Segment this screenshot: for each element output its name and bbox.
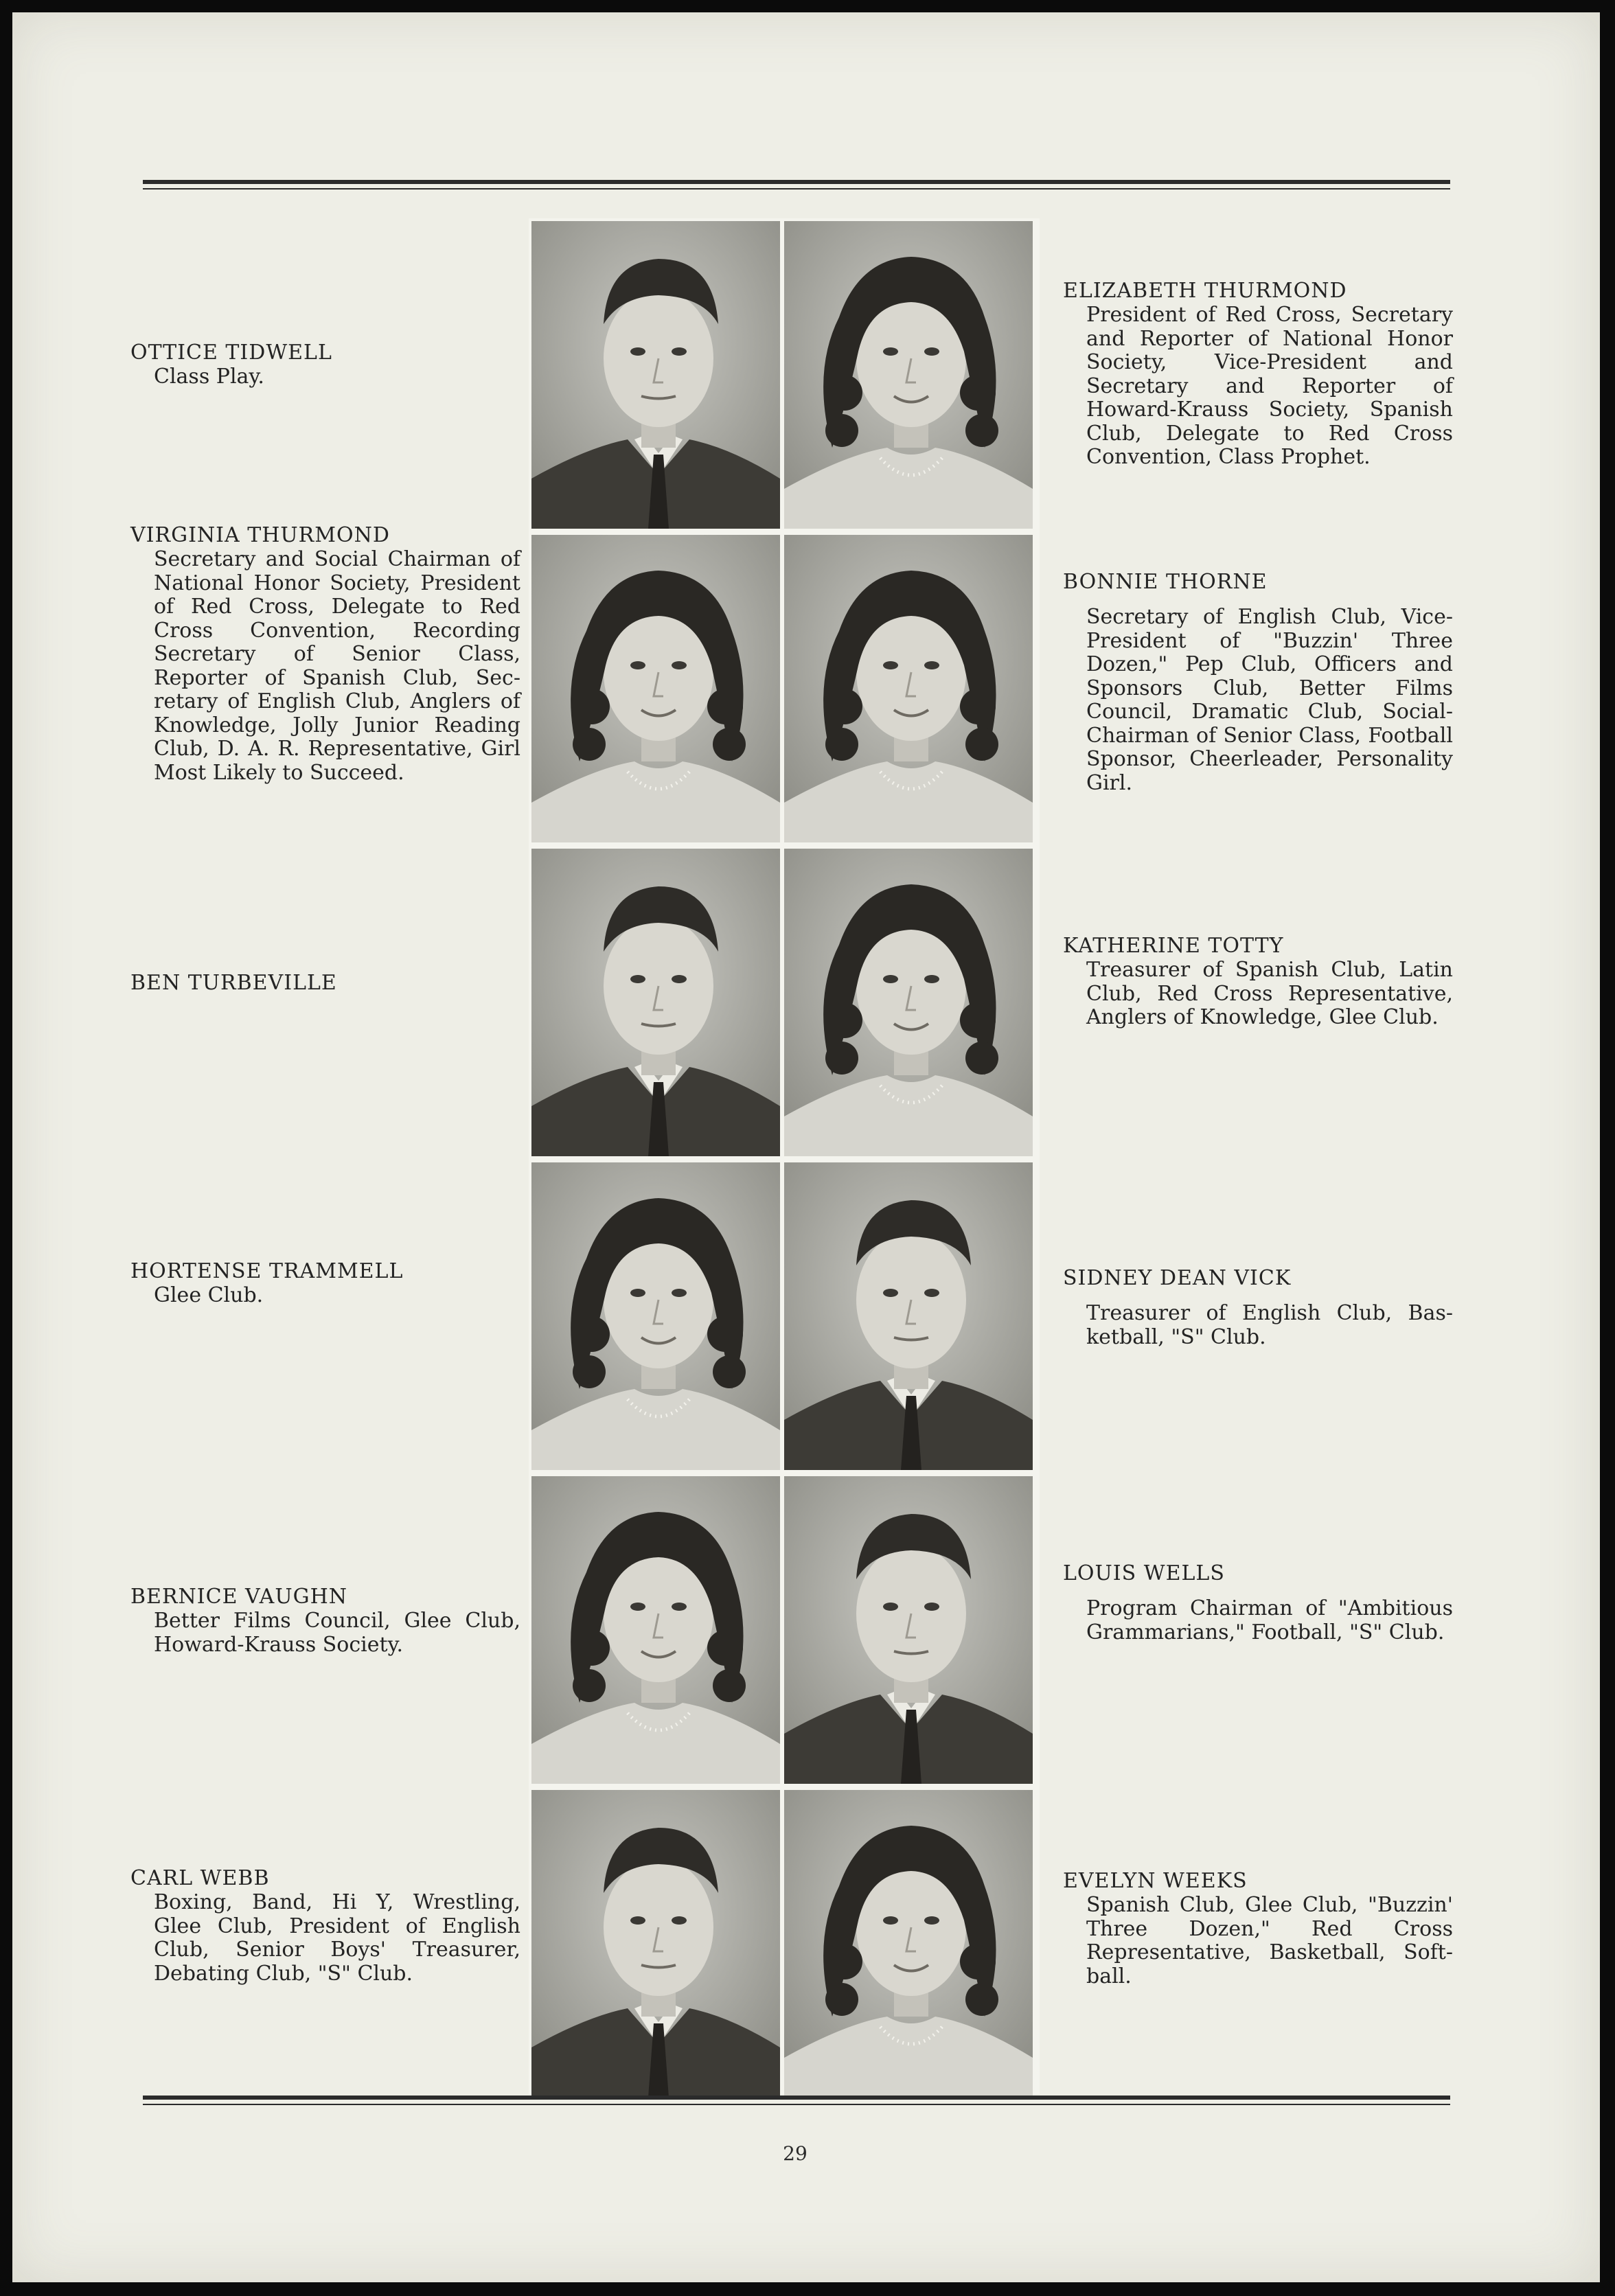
senior-name: HORTENSE TRAMMELL <box>130 1259 404 1283</box>
senior-activities: Spanish Club, Glee Club, "Buzzin' Three Dozen," Red Cross Representative, Basketball, Softball. <box>1086 1893 1453 1988</box>
bottom-double-rule <box>143 2096 1450 2109</box>
senior-entry-louis-wells <box>1063 1561 1453 1644</box>
portrait-photo <box>531 1162 780 1470</box>
senior-name: SIDNEY DEAN VICK <box>1063 1266 1292 1290</box>
senior-activities: Better Films Council, Glee Club, Howard-Krauss Society. <box>154 1609 520 1657</box>
senior-entry-hortense-trammell <box>130 1259 520 1308</box>
senior-name: VIRGINIA THURMOND <box>130 523 390 547</box>
senior-activities: Secretary of English Club, Vice-President of "Buzzin' Three Dozen," Pep Club, Officers and Sponsors Club, Better Films Council, Dramatic Club, Social-Chairman of Senior Class, Football Sponsor, Cheerleader, Personality Girl. <box>1086 605 1453 795</box>
senior-name: BEN TURBEVILLE <box>130 971 337 995</box>
senior-activities: Secretary and Social Chairman of National Honor Society, President of Red Cross, Delegate to Red Cross Convention, Recording Secretary of Senior Class, Reporter of Spanish Club, Secretary of English Club, Anglers of Knowledge, Jolly Junior Reading Club, D. A. R. Representative, Girl Most Likely to Succeed. <box>154 547 520 785</box>
senior-entry-evelyn-weeks <box>1063 1869 1453 1988</box>
senior-entry-virginia-thurmond <box>130 523 520 785</box>
portrait-photo <box>531 1790 780 2098</box>
senior-activities: Program Chairman of "Ambitious Grammarians," Football, "S" Club. <box>1086 1596 1453 1644</box>
portrait-photo <box>531 1476 780 1784</box>
senior-name: CARL WEBB <box>130 1866 270 1890</box>
senior-activities: Class Play. <box>154 365 264 389</box>
senior-entry-elizabeth-thurmond <box>1063 279 1453 470</box>
senior-entry-ben-turbeville <box>130 971 520 996</box>
portrait-photo <box>531 221 780 529</box>
portrait-photo <box>784 535 1033 842</box>
portrait-photo <box>784 1162 1033 1470</box>
portrait-photo <box>784 849 1033 1156</box>
portrait-photo <box>531 535 780 842</box>
top-double-rule <box>143 180 1450 190</box>
senior-name: EVELYN WEEKS <box>1063 1869 1248 1893</box>
senior-entry-ottice-tidwell <box>130 341 520 389</box>
senior-activities: President of Red Cross, Secretary and Reporter of National Honor Society, Vice-President and Secretary and Reporter of Howard-Krauss Society, Spanish Club, Delegate to Red Cross Convention, Class Prophet. <box>1086 303 1453 469</box>
portrait-photo <box>784 1476 1033 1784</box>
senior-entry-bernice-vaughn <box>130 1585 520 1657</box>
senior-activities: Treasurer of English Club, Basketball, "S" Club. <box>1086 1301 1453 1349</box>
portrait-photo <box>784 1790 1033 2098</box>
portrait-photo <box>784 221 1033 529</box>
senior-activities: Glee Club. <box>154 1283 264 1307</box>
senior-activities: Treasurer of Spanish Club, Latin Club, Red Cross Representative, Anglers of Knowledge, Glee Club. <box>1086 958 1453 1029</box>
senior-name: BONNIE THORNE <box>1063 570 1268 594</box>
senior-name: LOUIS WELLS <box>1063 1561 1225 1585</box>
yearbook-page <box>12 12 1600 2282</box>
senior-entry-sidney-dean-vick <box>1063 1266 1453 1349</box>
senior-name: BERNICE VAUGHN <box>130 1585 347 1609</box>
senior-name: OTTICE TIDWELL <box>130 341 332 365</box>
senior-entry-katherine-totty <box>1063 934 1453 1030</box>
senior-entry-carl-webb <box>130 1866 520 1986</box>
portrait-photo <box>531 849 780 1156</box>
senior-activities: Boxing, Band, Hi Y, Wrestling, Glee Club, President of English Club, Senior Boys' Treasurer, Debating Club, "S" Club. <box>154 1890 520 1986</box>
portrait-grid <box>529 218 1040 2094</box>
senior-name: ELIZABETH THURMOND <box>1063 279 1347 303</box>
senior-entry-bonnie-thorne <box>1063 570 1453 795</box>
page-number: 29 <box>783 2142 808 2165</box>
senior-name: KATHERINE TOTTY <box>1063 934 1284 958</box>
